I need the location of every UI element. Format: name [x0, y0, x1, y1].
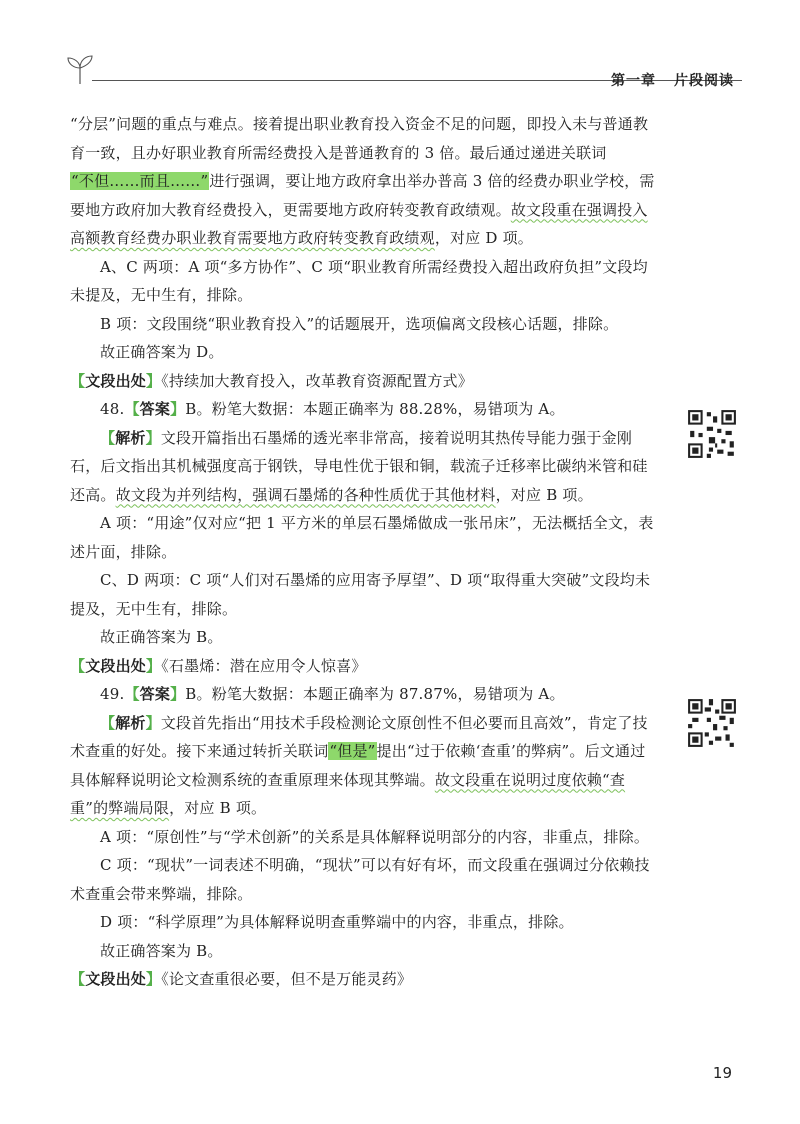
option-analysis: B 项：文段围绕“职业教育投入”的话题展开，选项偏离文段核心话题，排除。: [100, 314, 619, 333]
section-label: 片段阅读: [674, 73, 734, 89]
answer-explanation: [70, 110, 660, 994]
source-tag: 【文段出处】: [70, 656, 162, 675]
paragraph: “分层”问题的重点与难点。接着提出职业教育投入资金不足的问题，即投入未与普通教育一致，且办好职业教育所需经费投入是普通教育的 3 倍。最后通过递进关联词 “不但……而且……”进行强调，要让地方政府拿出举办普高 3 倍的经费办职业学校，需要地方政府加大教育经费投入，更需要地方政府转变教育政绩观。故文段重在强调投入高额教育经费办职业教育需要地方政府转变教育政绩观，对应 D 项。: [70, 115, 655, 247]
answer-line: 48.【答案】B。粉笔大数据：本题正确率为 88.28%，易错项为 A。: [100, 400, 565, 418]
analysis-tag: 【解析】: [100, 428, 161, 447]
question-number: 48.: [100, 400, 125, 418]
analysis-paragraph: 【解析】文段开篇指出石墨烯的透光率非常高，接着说明其热传导能力强于金刚石，后文指出其机械强度高于钢铁，导电性优于银和铜，载流子迁移率比碳纳米管和硅还高。故文段为并列结构，强调石墨烯的各种性质优于其他材料，对应 B 项。: [70, 428, 648, 504]
source-line: 【文段出处】《石墨烯：潜在应用令人惊喜》: [70, 656, 367, 675]
analysis-tag: 【解析】: [100, 713, 161, 732]
header-divider: [92, 80, 652, 81]
source-line: 【文段出处】《论文查重很必要，但不是万能灵药》: [70, 970, 413, 988]
key-sentence: 故文段为并列结构，强调石墨烯的各种性质优于其他材料: [115, 485, 496, 504]
answer-tag: 【答案】: [124, 400, 186, 418]
option-analysis: D 项：“科学原理”为具体解释说明查重弊端中的内容，非重点，排除。: [100, 913, 574, 931]
source-tag: 【文段出处】: [70, 970, 162, 988]
option-analysis: A 项：“原创性”与“学术创新”的关系是具体解释说明部分的内容，非重点，排除。: [100, 827, 650, 846]
option-analysis: C、D 两项：C 项“人们对石墨烯的应用寄予厚望”、D 项“取得重大突破”文段均未提及，无中生有，排除。: [70, 571, 651, 618]
running-header: [611, 70, 734, 90]
chapter-label: 第一章: [611, 73, 656, 89]
highlighted-conjunction: “不但……而且……”: [71, 172, 209, 190]
option-analysis: A 项：“用途”仅对应“把 1 平方米的单层石墨烯做成一张吊床”，无法概括全文，表述片面，排除。: [70, 514, 654, 561]
highlighted-conjunction: “但是”: [329, 742, 376, 760]
key-sentence: 故文段重在说明过度依赖“查重”的弊端局限: [70, 770, 626, 817]
correct-answer: 故正确答案为 D。: [100, 343, 224, 361]
qr-code-icon: [686, 697, 738, 749]
correct-answer: 故正确答案为 B。: [100, 941, 223, 960]
correct-answer: 故正确答案为 B。: [100, 628, 223, 646]
page-number: 19: [712, 1064, 732, 1082]
analysis-paragraph: 【解析】文段首先指出“用技术手段检测论文原创性不但必要而且高效”，肯定了技术查重的好处。接下来通过转折关联词“但是”提出“过于依赖‘查重’的弊病”。后文通过具体解释说明论文检测系统的查重原理来体现其弊端。故文段重在说明过度依赖“查重”的弊端局限，对应 B 项。: [70, 713, 648, 817]
question-number: 49.: [100, 685, 125, 703]
answer-tag: 【答案】: [124, 685, 186, 703]
source-line: 【文段出处】《持续加大教育投入，改革教育资源配置方式》: [70, 371, 473, 390]
key-sentence: 故文段重在强调投入高额教育经费办职业教育需要地方政府转变教育政绩观: [70, 200, 648, 247]
answer-line: 49.【答案】B。粉笔大数据：本题正确率为 87.87%，易错项为 A。: [100, 685, 565, 703]
source-tag: 【文段出处】: [70, 371, 162, 390]
option-analysis: C 项：“现状”一词表述不明确，“现状”可以有好有坏，而文段重在强调过分依赖技术查重会带来弊端，排除。: [70, 856, 650, 903]
qr-code-icon: [686, 408, 738, 460]
option-analysis: A、C 两项：A 项“多方协作”、C 项“职业教育所需经费投入超出政府负担”文段均未提及，无中生有，排除。: [70, 257, 648, 304]
